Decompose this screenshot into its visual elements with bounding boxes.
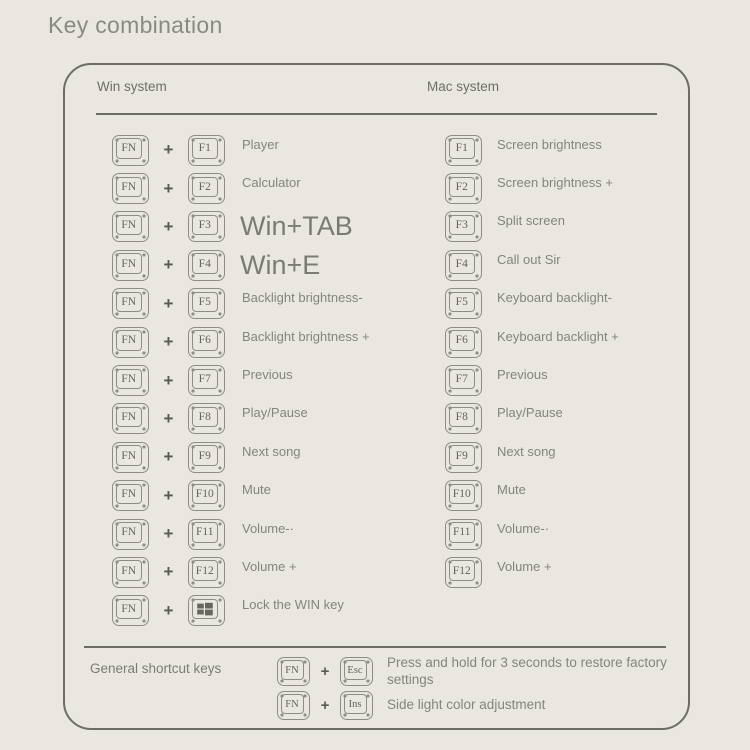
shortcut-label: Volume + [497,558,552,574]
shortcut-label: Play/Pause [242,405,308,421]
keycap-label: F10 [192,484,218,505]
general-shortcuts [277,655,677,722]
shortcut-label: Lock the WIN key [242,597,344,613]
f10-keycap [445,480,482,511]
win-row-f10 [112,477,370,515]
plus-sign: + [163,255,174,275]
f6-keycap [445,327,482,358]
shortcut-label: Next song [242,443,301,459]
page-title: Key combination [48,12,223,38]
keycap-label: FN [116,560,142,581]
win-row-f3 [112,208,370,246]
plus-sign: + [163,524,174,544]
keycap-label: FN [116,445,142,466]
keycap-label: F8 [192,407,218,428]
keycap-label: F7 [192,369,218,390]
windows-logo-icon [192,599,218,620]
keycap-label: FN [281,660,304,680]
shortcut-label: Calculator [242,175,301,191]
shortcut-label: Backlight brightness- [242,290,363,306]
shortcut-label: Volume-· [497,520,550,536]
shortcut-label: Call out Sir [497,251,561,267]
keycap-label: F6 [192,330,218,351]
keycap-label: FN [116,215,142,236]
general-shortcut-keys-label: General shortcut keys [90,661,222,676]
keycap-label: F3 [449,215,475,236]
shortcut-label: Win+TAB [240,211,353,242]
fn-keycap [112,480,149,511]
mac-row-f2 [445,169,619,207]
f7-keycap [188,365,225,396]
shortcut-label: Player [242,136,279,152]
fn-keycap [277,691,310,720]
mac-column [445,131,619,592]
f3-keycap [445,211,482,242]
keycap-label: FN [116,522,142,543]
f1-keycap [445,135,482,166]
shortcut-label: Press and hold for 3 seconds to restore factory settings [387,655,667,687]
keycap-label: FN [281,694,304,714]
f2-keycap [188,173,225,204]
win-row-f11 [112,515,370,553]
win-row-f9 [112,438,370,476]
f4-keycap [188,250,225,281]
f9-keycap [188,442,225,473]
f8-keycap [188,403,225,434]
fn-keycap [112,327,149,358]
keycap-label: FN [116,177,142,198]
win-row-winkey [112,592,370,630]
ins-keycap [340,691,373,720]
mac-row-f12 [445,553,619,591]
keycap-label: F1 [449,138,475,159]
win-keycap [188,595,225,626]
keycap-label: FN [116,138,142,159]
plus-sign: + [163,140,174,160]
fn-keycap [112,173,149,204]
plus-sign: + [163,293,174,313]
plus-sign: + [163,447,174,467]
keycap-label: F5 [192,292,218,313]
win-system-header: Win system [97,79,167,94]
shortcut-label: Side light color adjustment [387,697,546,713]
keycap-label: FN [116,369,142,390]
mac-row-f6 [445,323,619,361]
keycap-label: F4 [449,253,475,274]
f8-keycap [445,403,482,434]
shortcut-label: Backlight brightness + [242,328,370,344]
fn-keycap [112,595,149,626]
fn-keycap [112,250,149,281]
footer-row-ins [277,689,677,722]
keycap-label: F1 [192,138,218,159]
mac-row-f8 [445,400,619,438]
f3-keycap [188,211,225,242]
shortcut-label: Split screen [497,213,565,229]
footer-row-esc [277,655,677,688]
keycap-label: F5 [449,292,475,313]
mac-row-f5 [445,285,619,323]
keycap-label: FN [116,292,142,313]
keycap-label: FN [116,330,142,351]
shortcut-label: Volume + [242,558,297,574]
plus-sign: + [163,408,174,428]
keycap-label: F12 [449,560,475,581]
mac-row-f3 [445,208,619,246]
shortcut-label: Previous [497,367,548,383]
shortcut-label: Mute [242,482,271,498]
fn-keycap [112,365,149,396]
f2-keycap [445,173,482,204]
mac-system-header: Mac system [427,79,500,94]
fn-keycap [112,403,149,434]
mac-row-f11 [445,515,619,553]
mac-row-f4 [445,246,619,284]
keycap-label: F9 [192,445,218,466]
shortcut-label: Previous [242,367,293,383]
fn-keycap [112,519,149,550]
win-row-f8 [112,400,370,438]
f12-keycap [188,557,225,588]
shortcut-label: Screen brightness [497,136,602,152]
f4-keycap [445,250,482,281]
shortcut-label: Win+E [240,249,321,280]
plus-sign: + [163,370,174,390]
fn-keycap [277,657,310,686]
plus-sign: + [163,562,174,582]
f9-keycap [445,442,482,473]
win-row-f1 [112,131,370,169]
keycap-label: FN [116,253,142,274]
shortcut-label: Next song [497,443,556,459]
keycap-label: F2 [449,177,475,198]
keycap-label: F11 [192,522,218,543]
key-combination-panel [63,63,690,730]
f11-keycap [188,519,225,550]
f10-keycap [188,480,225,511]
keycap-label: FN [116,407,142,428]
keycap-label: F9 [449,445,475,466]
plus-sign: + [163,485,174,505]
keycap-label: FN [116,484,142,505]
fn-keycap [112,288,149,319]
header-divider [96,113,657,115]
mac-row-f10 [445,477,619,515]
keycap-label: F3 [192,215,218,236]
keycap-label: F11 [449,522,475,543]
win-row-f5 [112,285,370,323]
footer-divider [84,646,666,648]
shortcut-label: Play/Pause [497,405,563,421]
mac-row-f9 [445,438,619,476]
win-row-f6 [112,323,370,361]
plus-sign: + [163,216,174,236]
shortcut-label: Keyboard backlight- [497,290,612,306]
f6-keycap [188,327,225,358]
shortcut-label: Screen brightness + [497,175,613,191]
keycap-label: F12 [192,560,218,581]
shortcut-label: Volume-· [242,520,295,536]
keycap-label: F8 [449,407,475,428]
win-row-f2 [112,169,370,207]
plus-sign: + [320,697,330,714]
mac-row-f1 [445,131,619,169]
f5-keycap [445,288,482,319]
f1-keycap [188,135,225,166]
fn-keycap [112,557,149,588]
win-row-f12 [112,553,370,591]
f11-keycap [445,519,482,550]
shortcut-label: Mute [497,482,526,498]
plus-sign: + [163,600,174,620]
fn-keycap [112,442,149,473]
plus-sign: + [163,178,174,198]
esc-keycap [340,657,373,686]
keycap-label: FN [116,599,142,620]
f12-keycap [445,557,482,588]
f7-keycap [445,365,482,396]
keycap-label: F6 [449,330,475,351]
fn-keycap [112,211,149,242]
fn-keycap [112,135,149,166]
mac-row-f7 [445,361,619,399]
plus-sign: + [163,332,174,352]
win-row-f7 [112,361,370,399]
keycap-label: F7 [449,369,475,390]
f5-keycap [188,288,225,319]
win-column [112,131,370,630]
plus-sign: + [320,663,330,680]
keycap-label: F4 [192,253,218,274]
win-row-f4 [112,246,370,284]
keycap-label: Esc [344,660,367,680]
shortcut-label: Keyboard backlight + [497,328,619,344]
keycap-label: F2 [192,177,218,198]
keycap-label: F10 [449,484,475,505]
keycap-label: Ins [344,694,367,714]
